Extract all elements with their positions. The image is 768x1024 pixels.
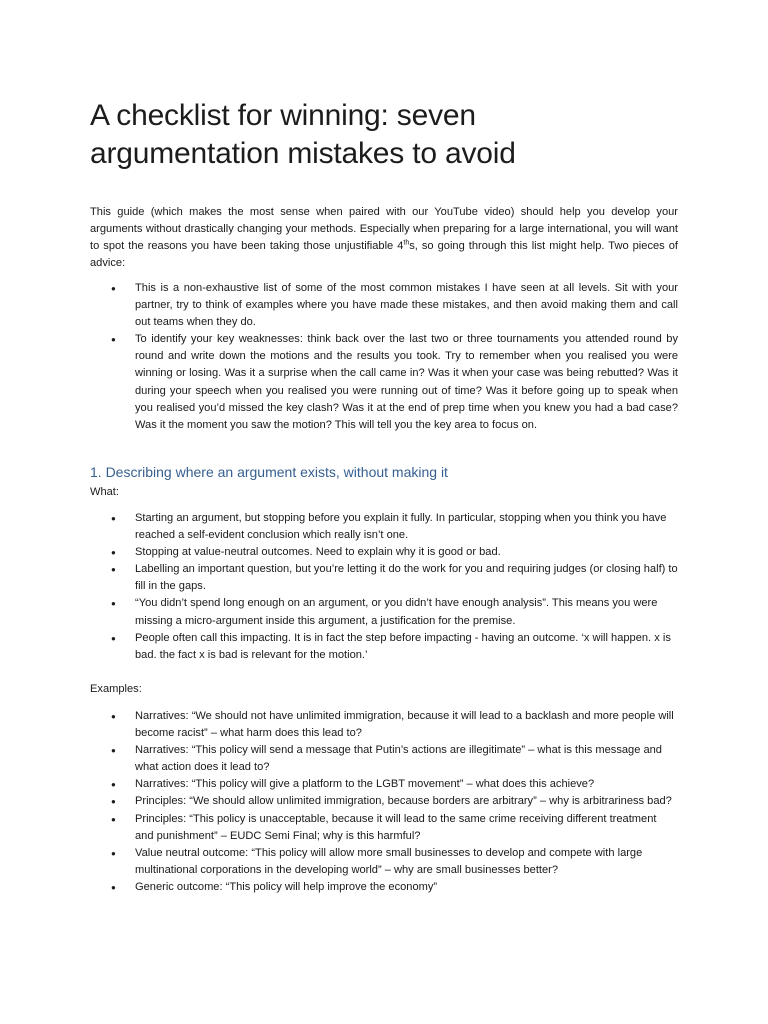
what-item: ● Starting an argument, but stopping before you explain it fully. In particular, stopping when you think you have reached a self-evident conclusion which really isn’t one. bbox=[90, 510, 678, 544]
what-item: ● “You didn’t spend long enough on an argument, or you didn’t have enough analysis”. This means you were missing a micro-argument inside this argument, a justification for the premise. bbox=[90, 595, 678, 629]
advice-item: ● This is a non-exhaustive list of some of the most common mistakes I have seen at all levels. Sit with your partner, try to think of examples where you have made these mistakes, and then avoid making them and call out teams when they do. bbox=[90, 280, 678, 331]
example-item: ● Narratives: “This policy will send a message that Putin’s actions are illegitimate” – what is this message and what action does it lead to? bbox=[90, 742, 678, 776]
intro-text: This guide (which makes the most sense when paired with our YouTube video) should help you develop your arguments without drastically changing your methods. Especially when preparing for a large international, you will want to spot the reasons you have been taking those unjustifiable 4 bbox=[90, 206, 678, 253]
section-heading: 1. Describing where an argument exists, without making it bbox=[90, 464, 448, 480]
example-item: ● Narratives: “This policy will give a platform to the LGBT movement” – what does this achieve? bbox=[90, 776, 678, 793]
example-item: ● Principles: “We should allow unlimited immigration, because borders are arbitrary” – why is arbitrariness bad? bbox=[90, 793, 678, 810]
intro-paragraph bbox=[90, 204, 678, 272]
advice-list bbox=[90, 280, 678, 434]
what-item: ● Stopping at value-neutral outcomes. Need to explain why it is good or bad. bbox=[90, 544, 678, 561]
example-item: ● Principles: “This policy is unacceptable, because it will lead to the same crime receiving different treatment and punishment” – EUDC Semi Final; why is this harmful? bbox=[90, 811, 678, 845]
example-item: ● Value neutral outcome: “This policy will allow more small businesses to develop and compete with large multinational corporations in the developing world” – why are small businesses better? bbox=[90, 845, 678, 879]
what-label: What: bbox=[90, 486, 119, 498]
title-line-2: argumentation mistakes to avoid bbox=[90, 137, 516, 170]
example-item: ● Narratives: “We should not have unlimited immigration, because it will lead to a backlash and more people will become racist” – what harm does this lead to? bbox=[90, 708, 678, 742]
page-title bbox=[90, 97, 690, 173]
advice-item: ● To identify your key weaknesses: think back over the last two or three tournaments you attended round by round and write down the motions and the results you took. Try to remember when you realised you were winning or losing. Was it a surprise when the call came in? Was it when your case was being rebutted? Was it during your speech when you realised you were running out of time? Was it before going up to speak when you realised you’d missed the key clash? Was it at the end of prep time when you knew you had a bad case? Was it the moment you saw the motion? This will tell you the key area to focus on. bbox=[90, 331, 678, 434]
what-item: ● Labelling an important question, but you’re letting it do the work for you and requiring judges (or closing half) to fill in the gaps. bbox=[90, 561, 678, 595]
title-line-1: A checklist for winning: seven bbox=[90, 99, 476, 132]
examples-list bbox=[90, 708, 678, 896]
example-item: ● Generic outcome: “This policy will help improve the economy” bbox=[90, 879, 678, 896]
what-item: ● People often call this impacting. It is in fact the step before impacting - having an outcome. ‘x will happen. x is bad. the fact x is bad is relevant for the motion.’ bbox=[90, 630, 678, 664]
intro-text-end: s, so going through this list might help. Two pieces of advice: bbox=[90, 240, 678, 270]
examples-label: Examples: bbox=[90, 683, 142, 695]
ordinal-superscript: th bbox=[403, 239, 410, 247]
what-list bbox=[90, 510, 678, 664]
